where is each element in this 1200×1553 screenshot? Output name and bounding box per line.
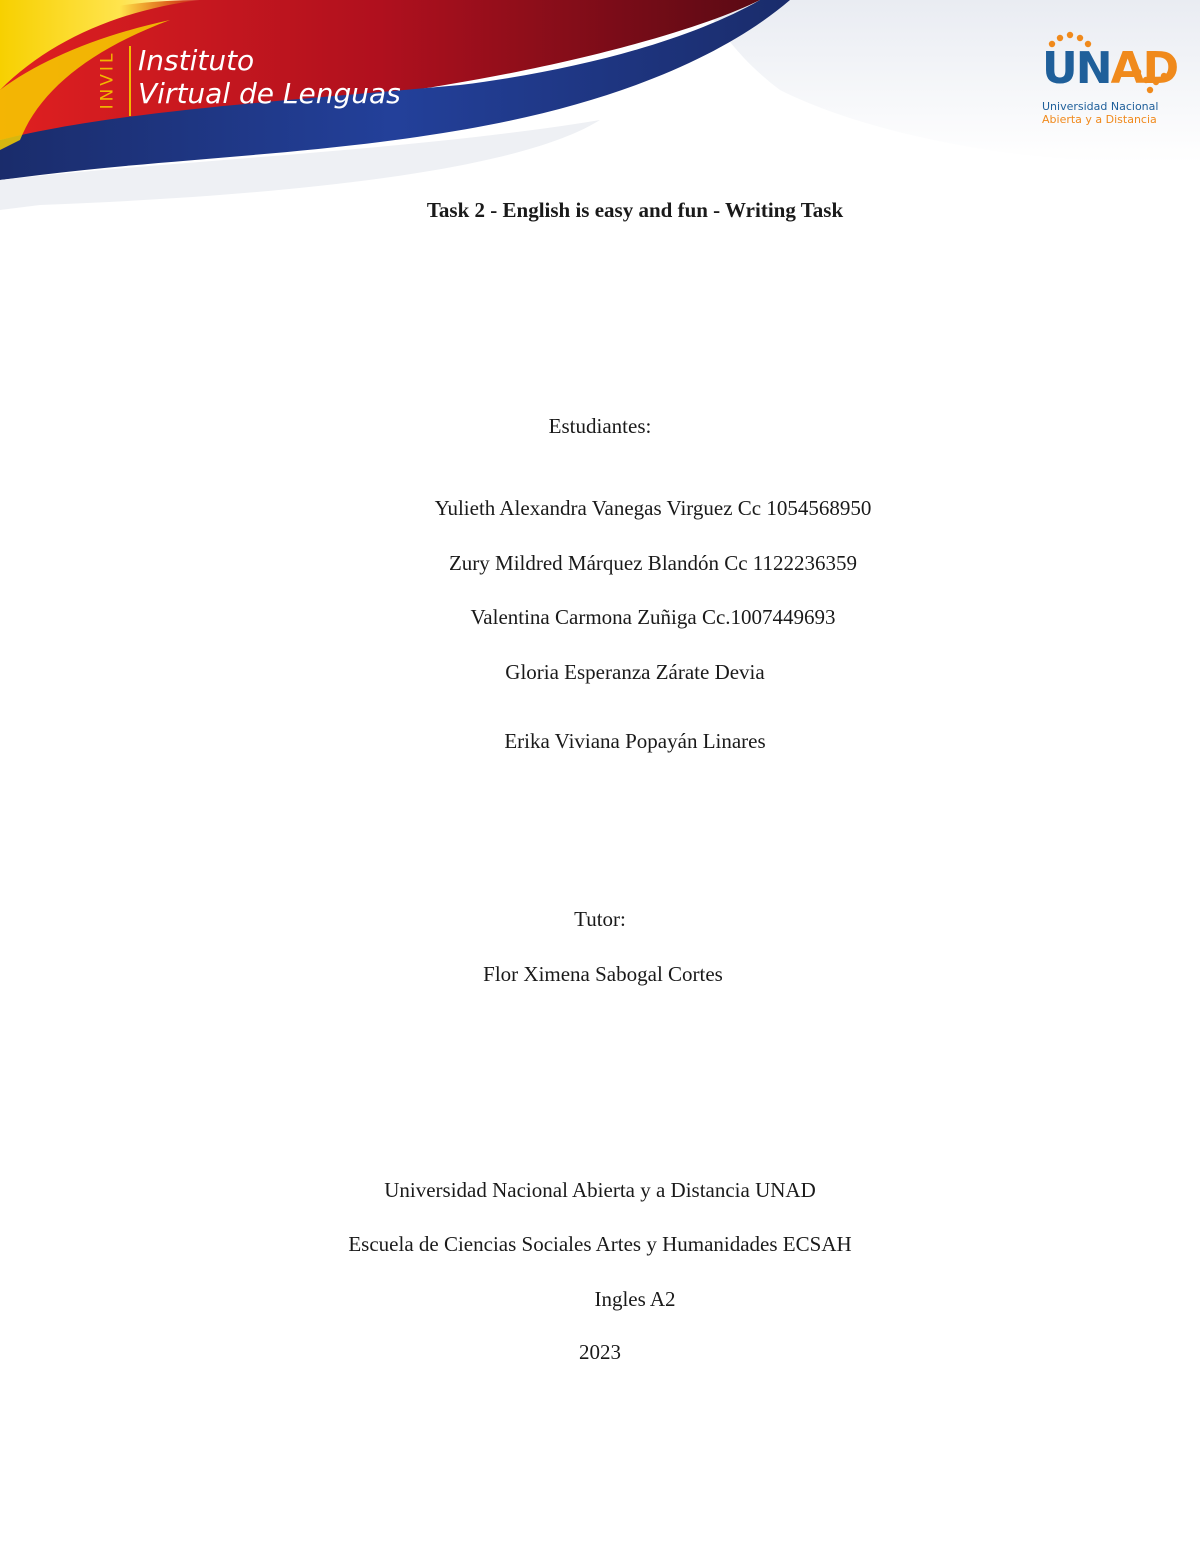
invil-line-2: Virtual de Lenguas [138,77,401,110]
school-name: Escuela de Ciencias Sociales Artes y Humanidades ECSAH [348,1232,852,1256]
unad-tagline-2: Abierta y a Distancia [1042,113,1157,126]
document-title: Task 2 - English is easy and fun - Writing Task [426,198,844,222]
student-1: Yulieth Alexandra Vanegas Virguez Cc 1054568950 [434,496,872,520]
document-year: 2023 [579,1340,621,1364]
student-3: Valentina Carmona Zuñiga Cc.1007449693 [470,605,836,629]
invil-line-1: Instituto [138,44,255,77]
student-2: Zury Mildred Márquez Blandón Cc 1122236359 [448,551,858,575]
tutor-label: Tutor: [574,907,626,931]
unad-wordmark [1042,44,1177,94]
student-4: Gloria Esperanza Zárate Devia [505,660,765,684]
students-label: Estudiantes: [548,414,652,438]
tutor-name: Flor Ximena Sabogal Cortes [483,962,723,986]
unad-tagline [1042,100,1158,126]
invil-acronym: INVIL [97,50,118,110]
invil-wordmark [138,44,401,110]
student-5: Erika Viviana Popayán Linares [504,729,766,753]
unad-letters-un: UN [1042,43,1111,94]
course-name: Ingles A2 [594,1287,676,1311]
invil-divider [129,46,131,116]
unad-letters-ad: AD [1110,43,1178,94]
unad-logo [1038,30,1178,130]
unad-tagline-1: Universidad Nacional [1042,100,1159,113]
invil-logo [97,42,440,122]
invil-vertical-mark [97,42,130,120]
university-name: Universidad Nacional Abierta y a Distancia UNAD [384,1178,816,1202]
